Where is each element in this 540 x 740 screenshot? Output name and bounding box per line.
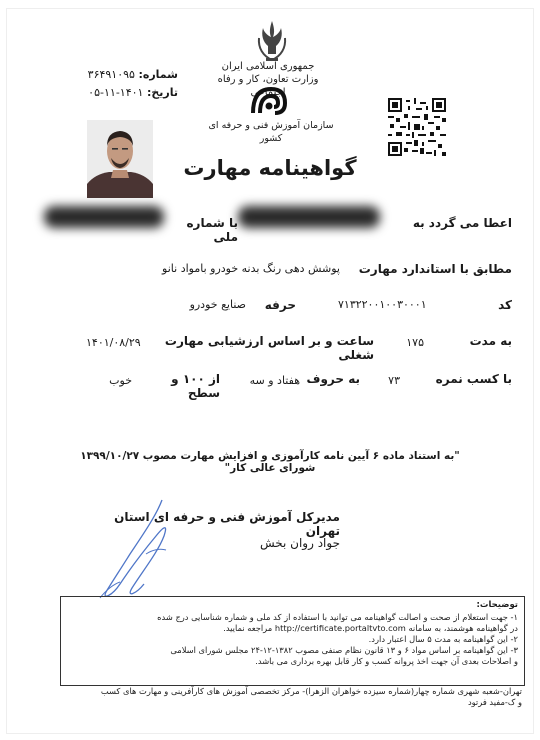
assessment-date: ۱۴۰۱/۰۸/۲۹ [86, 336, 141, 349]
national-id-label: با شماره ملی [186, 216, 238, 244]
qr-code [388, 98, 446, 156]
duration-value: ۱۷۵ [406, 336, 424, 349]
code-value: ۷۱۳۲۲۰۰۱۰۰۳۰۰۰۱ [338, 298, 427, 311]
standard-label: مطابق با استاندارد مهارت [358, 262, 512, 276]
note-line: و اصلاحات بعدی آن جهت اخذ پروانه کسب و کار قابل بهره برداری می باشد. [255, 656, 518, 666]
footer-line: تهران-شعبه شهری شماره چهار(شماره سیزده خواهران الزهرا)- مرکز تخصصی آموزش های کارآفرینی و مهارت های کسب [100, 686, 522, 696]
director-title: مدیرکل آموزش فنی و حرفه ای استان تهران [114, 510, 340, 538]
note-line: در گواهینامه هوشمند، به سامانه http://certificate.portaltvto.com مراجعه نمایید. [223, 623, 518, 633]
redacted-name [44, 206, 164, 228]
note-line: ۳- این گواهینامه بر اساس مواد ۶ و ۱۳ قانون نظام صنفی مصوب ۱۳۸۲-۱۲-۲۴ مجلس شورای اسلامی [170, 645, 518, 655]
assessment-label: ساعت و بر اساس ارزشیابی مهارت شغلی [164, 334, 374, 362]
number-label: شماره: [138, 68, 178, 81]
note-line: ۱- جهت استعلام از صحت و اصالت گواهینامه می توانید با استفاده از کد ملی و شماره شناسایی درج شده [157, 612, 518, 622]
date-value: ۱۴۰۱-۱۱-۰۵ [88, 86, 144, 99]
words-label: به حروف [306, 372, 360, 386]
page-title: گواهینامه مهارت [183, 156, 357, 180]
issued-to-label: اعطا می گردد به [412, 216, 512, 230]
holder-photo [87, 120, 153, 198]
decree-text: "به استناد ماده ۶ آیین نامه کارآموزی و افزایش مهارت مصوب ۱۳۹۹/۱۰/۲۷ شورای عالی کار" [80, 450, 460, 474]
header-line1: جمهوری اسلامی ایران [221, 61, 315, 72]
notes-heading: توضیحات: [476, 600, 518, 610]
iran-emblem-icon [253, 18, 291, 64]
date-label: تاریخ: [146, 86, 178, 99]
signature [90, 496, 190, 608]
level-value: خوب [109, 374, 132, 387]
duration-label: به مدت [469, 334, 512, 348]
org-name: سازمان آموزش فنی و حرفه ای کشور [208, 120, 334, 144]
director-name: جواد روان بخش [259, 536, 340, 550]
footer-line: و ک-مفید فرتود [467, 697, 522, 707]
score-value: ۷۳ [388, 374, 400, 387]
number-value: ۳۶۴۹۱۰۹۵ [87, 68, 135, 81]
trade-label: حرفه [264, 298, 296, 312]
header-line2: وزارت تعاون، کار و رفاه اجتماعی [217, 74, 319, 98]
standard-value: پوشش دهی رنگ بدنه خودرو بامواد نانو [162, 262, 340, 275]
code-label: کد [498, 298, 512, 312]
redacted-national-id [238, 206, 380, 228]
tvto-logo-icon [245, 85, 289, 115]
note-line: ۲- این گواهینامه به مدت ۵ سال اعتبار دارد. [368, 634, 518, 644]
words-value: هفتاد و سه [249, 374, 300, 387]
trade-value: صنایع خودرو [189, 298, 246, 311]
of-label: از ۱۰۰ و سطح [171, 372, 220, 400]
score-label: با کسب نمره [435, 372, 512, 386]
